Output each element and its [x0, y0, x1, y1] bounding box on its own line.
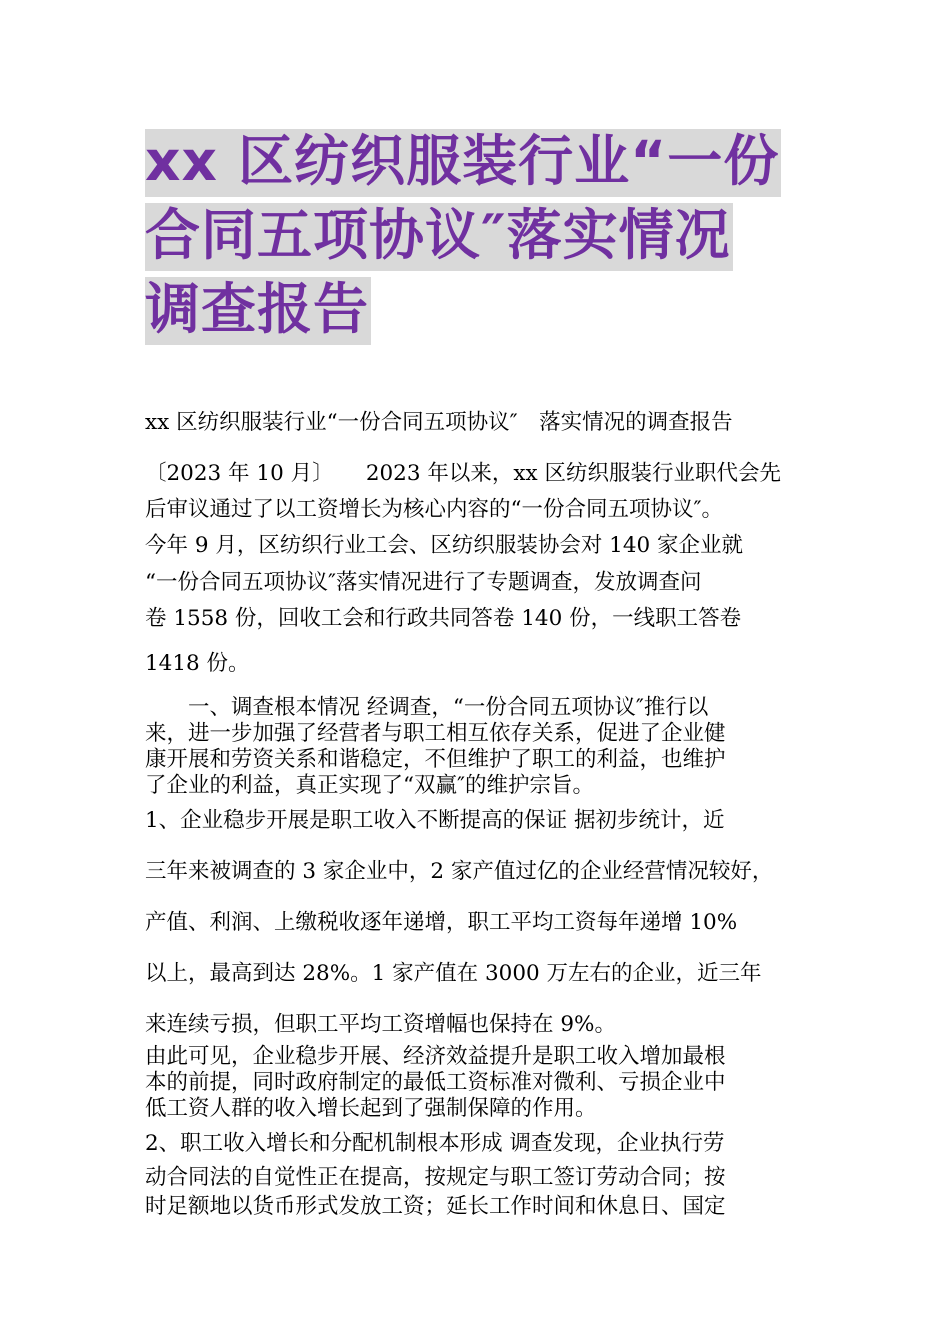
title-line: 调查报告	[145, 272, 835, 346]
document-title	[145, 124, 835, 346]
subtitle: xx 区纺织服装行业“一份合同五项协议″ 落实情况的调查报告	[145, 410, 733, 435]
paragraph-section-one: 一、调查根本情况 经调查，“一份合同五项协议″推行以 来，进一步加强了经营者与职工相互依存关系，促进了企业健 康开展和劳资关系和谐稳定，不但维护了职工的利益，也维护 了企业的利益，真正实现了“双赢″的维护宗旨。	[145, 695, 726, 798]
paragraph-intro: 〔2023 年 10 月〕 2023 年以来，xx 区纺织服装行业职代会先 后审议通过了以工资增长为核心内容的“一份合同五项协议″。 今年 9 月，区纺织行业工会、区纺织服装协会对 140 家企业就 “一份合同五项协议″落实情况进行了专题调查，发放调查问 卷 1558 份，回收工会和行政共同答卷 140 份，一线职工答卷 1418 份。	[145, 461, 781, 676]
paragraph-conclusion: 由此可见，企业稳步开展、经济效益提升是职工收入增加最根 本的前提，同时政府制定的最低工资标准对微利、亏损企业中 低工资人群的收入增长起到了强制保障的作用。	[145, 1044, 726, 1121]
paragraph-item-one: 1、企业稳步开展是职工收入不断提高的保证 据初步统计，近 三年来被调查的 3 家企业中，2 家产值过亿的企业经营情况较好， 产值、利润、上缴税收逐年递增，职工平均工资每年递增 10% 以上，最高到达 28%。1 家产值在 3000 万左右的企业，近三年 来连续亏损，但职工平均工资增幅也保持在 9%。	[145, 808, 774, 1037]
title-line: xx 区纺织服装行业“一份	[145, 124, 835, 198]
title-line: 合同五项协议″落实情况	[145, 198, 835, 272]
paragraph-item-two: 2、职工收入增长和分配机制根本形成 调查发现，企业执行劳 动合同法的自觉性正在提高，按规定与职工签订劳动合同；按 时足额地以货币形式发放工资；延长工作时间和休息日、国定	[145, 1131, 726, 1219]
